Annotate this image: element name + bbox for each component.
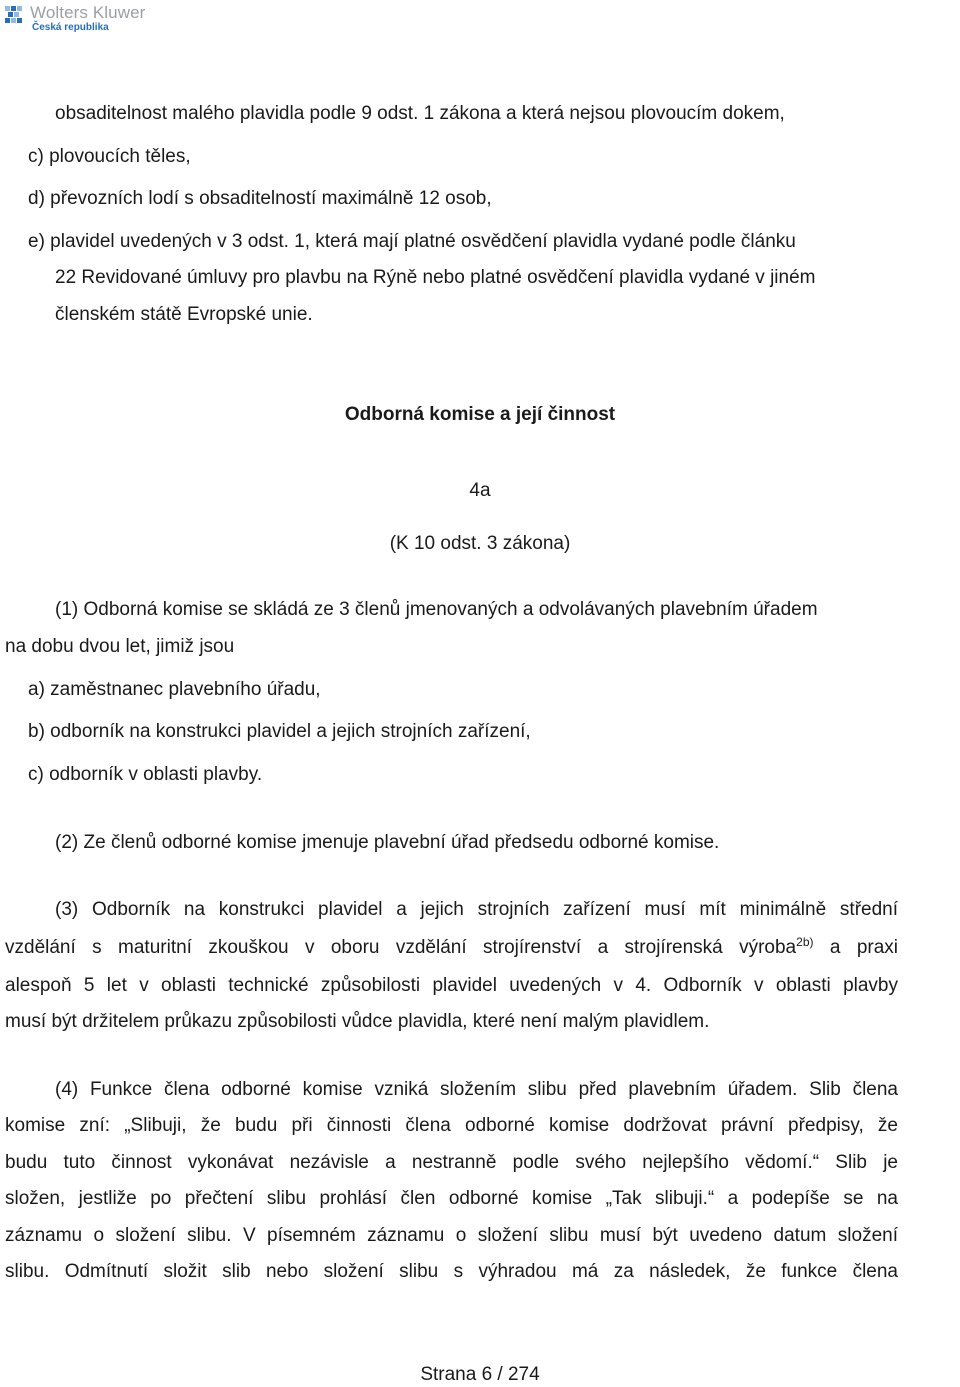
section-number: 4a xyxy=(469,480,491,501)
paragraph-4-line: záznamu o složení slibu. V písemném záznamu o složení slibu musí být uvedeno datum složení xyxy=(5,1225,898,1246)
list-item: c) plovoucích těles, xyxy=(28,146,191,167)
brand-name: Wolters Kluwer xyxy=(30,3,146,22)
paragraph-2: (2) Ze členů odborné komise jmenuje plavební úřad předsedu odborné komise. xyxy=(55,832,720,853)
publisher-logo xyxy=(4,3,164,37)
paragraph-4-line: (4) Funkce člena odborné komise vzniká složením slibu před plavebním úřadem. Slib člena xyxy=(55,1079,898,1100)
paragraph-3-line: alespoň 5 let v oblasti technické způsobilosti plavidel uvedených v 4. Odborník v oblasti plavby xyxy=(5,975,898,996)
paragraph-4-line: budu tuto činnost vykonávat nezávisle a nestranně podle svého nejlepšího vědomí.“ Slib je xyxy=(5,1152,898,1173)
list-item: b) odborník na konstrukci plavidel a jejich strojních zařízení, xyxy=(28,721,531,742)
section-reference: (K 10 odst. 3 zákona) xyxy=(389,533,571,554)
wolters-kluwer-logo-icon xyxy=(4,4,26,26)
paragraph-1-line: na dobu dvou let, jimiž jsou xyxy=(5,636,235,657)
paragraph-4-line: slibu. Odmítnutí složit slib nebo složení slibu s výhradou má za následek, že funkce člena xyxy=(5,1261,898,1282)
paragraph-3-line: (3) Odborník na konstrukci plavidel a jejich strojních zařízení musí mít minimálně střední xyxy=(55,899,898,920)
paragraph-3-line: musí být držitelem průkazu způsobilosti vůdce plavidla, které není malým plavidlem. xyxy=(5,1011,710,1032)
paragraph-3-text: a praxi xyxy=(813,937,898,958)
text-line: obsaditelnost malého plavidla podle 9 odst. 1 zákona a která nejsou plovoucím dokem, xyxy=(55,103,785,124)
section-title: Odborná komise a její činnost xyxy=(344,404,616,425)
text-line: 22 Revidované úmluvy pro plavbu na Rýně nebo platné osvědčení plavidla vydané v jiném xyxy=(55,267,816,288)
list-item: a) zaměstnanec plavebního úřadu, xyxy=(28,679,321,700)
paragraph-4-line: komise zní: „Slibuji, že budu při činnosti člena odborné komise dodržovat právní předpisy, že xyxy=(5,1115,898,1136)
footnote-ref: 2b) xyxy=(796,935,814,949)
page-number: Strana 6 / 274 xyxy=(420,1364,540,1385)
list-item: e) plavidel uvedených v 3 odst. 1, která mají platné osvědčení plavidla vydané podle článku xyxy=(28,231,796,252)
text-line: členském státě Evropské unie. xyxy=(55,304,313,325)
list-item: d) převozních lodí s obsaditelností maximálně 12 osob, xyxy=(28,188,492,209)
brand-region: Česká republika xyxy=(32,22,109,33)
paragraph-1-line: (1) Odborná komise se skládá ze 3 členů jmenovaných a odvolávaných plavebním úřadem xyxy=(55,599,818,620)
paragraph-3-line xyxy=(5,936,898,960)
paragraph-3-text: vzdělání s maturitní zkouškou v oboru vzdělání strojírenství a strojírenská výroba xyxy=(5,937,797,958)
paragraph-4-line: složen, jestliže po přečtení slibu prohlásí člen odborné komise „Tak slibuji.“ a podepíše se na xyxy=(5,1188,898,1209)
list-item: c) odborník v oblasti plavby. xyxy=(28,764,263,785)
